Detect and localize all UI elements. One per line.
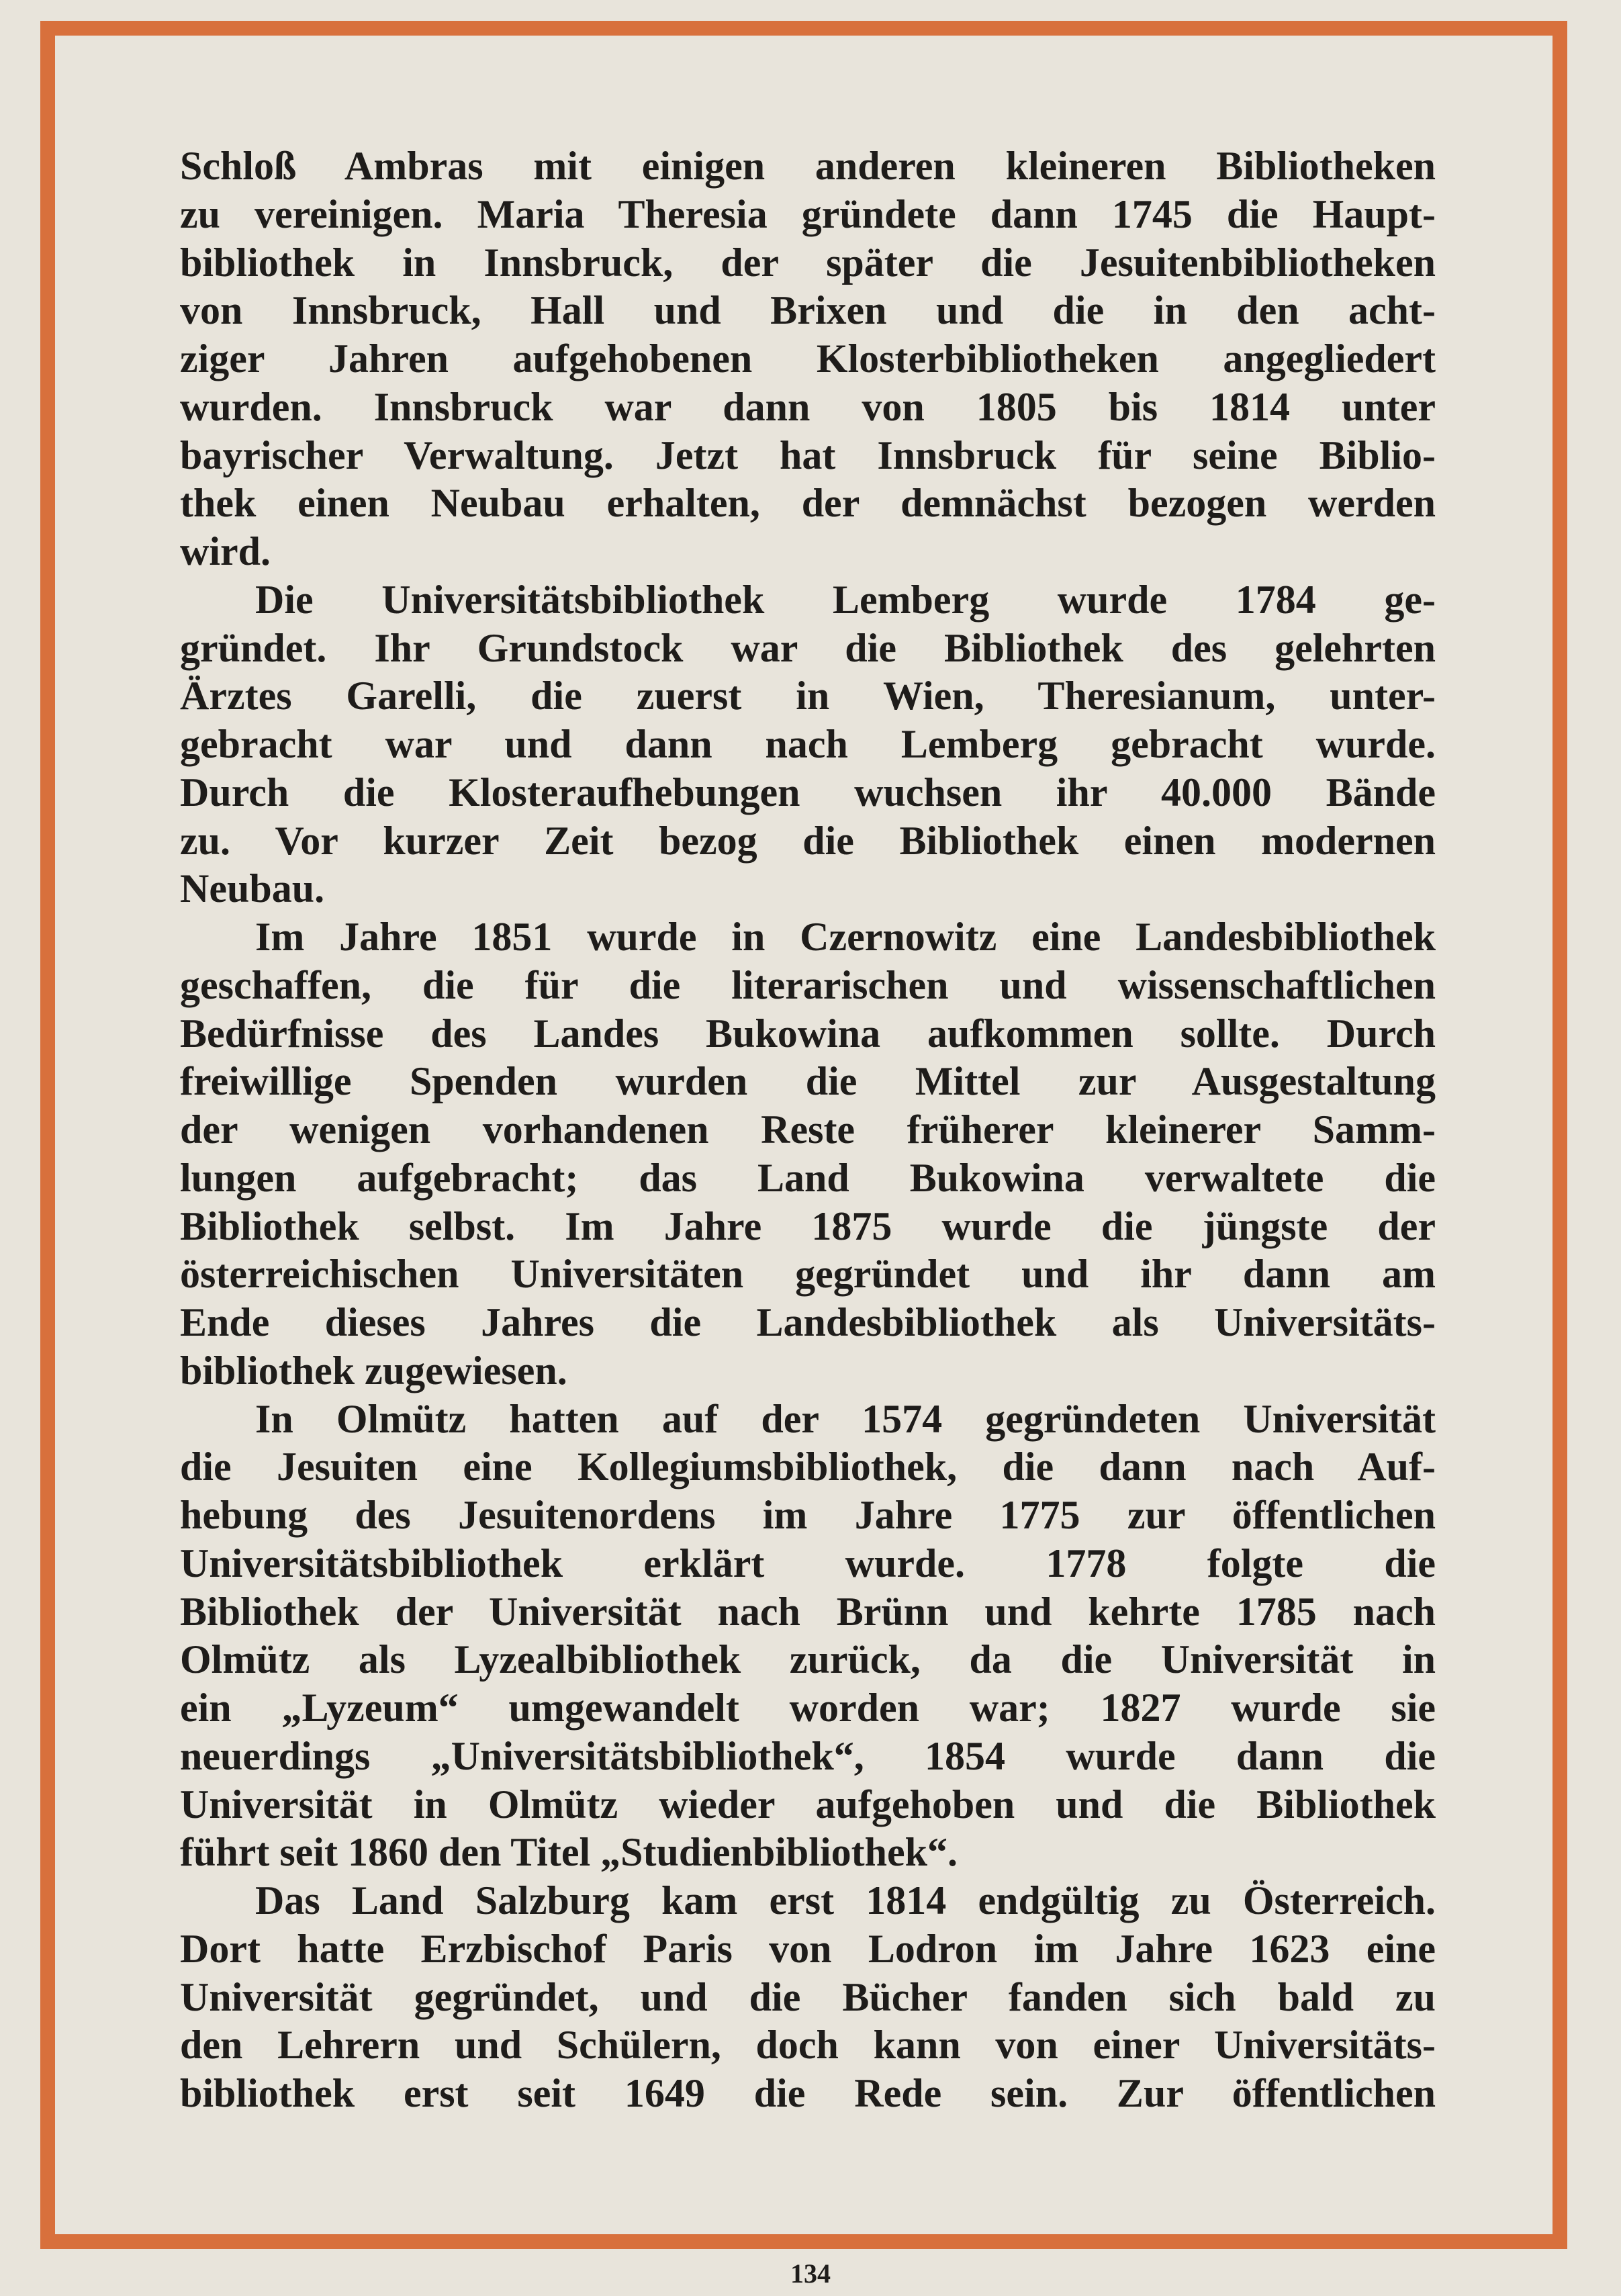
- text-line: hebung des Jesuitenordens im Jahre 1775 zur öffentlichen: [180, 1493, 1436, 1537]
- text-line: bayrischer Verwaltung. Jetzt hat Innsbruck für seine Biblio-: [180, 432, 1436, 477]
- text-line: ziger Jahren aufgehobenen Klosterbibliotheken angegliedert: [180, 336, 1436, 381]
- text-line: Schloß Ambras mit einigen anderen kleineren Bibliotheken: [180, 144, 1436, 188]
- text-line: wird.: [180, 529, 271, 573]
- body-text: [180, 142, 1436, 2118]
- text-line: lungen aufgebracht; das Land Bukowina verwaltete die: [180, 1155, 1436, 1200]
- text-line: neuerdings „Universitätsbibliothek“, 1854 wurde dann die: [180, 1733, 1436, 1778]
- text-line: von Innsbruck, Hall und Brixen und die in den acht-: [180, 288, 1436, 333]
- text-line: freiwillige Spenden wurden die Mittel zur Ausgestaltung: [180, 1059, 1436, 1104]
- text-line: führt seit 1860 den Titel „Studienbibliothek“.: [180, 1830, 958, 1875]
- text-line: Ende dieses Jahres die Landesbibliothek als Universitäts-: [180, 1300, 1436, 1344]
- text-line: Bedürfnisse des Landes Bukowina aufkommen sollte. Durch: [180, 1011, 1436, 1056]
- text-line: Im Jahre 1851 wurde in Czernowitz eine Landesbibliothek: [255, 915, 1436, 959]
- text-line: bibliothek in Innsbruck, der später die Jesuitenbibliotheken: [180, 240, 1436, 285]
- text-line: gebracht war und dann nach Lemberg gebracht wurde.: [180, 722, 1436, 766]
- text-line: Das Land Salzburg kam erst 1814 endgültig zu Österreich.: [255, 1878, 1436, 1923]
- text-line: In Olmütz hatten auf der 1574 gegründeten Universität: [255, 1396, 1436, 1441]
- text-line: Universitätsbibliothek erklärt wurde. 1778 folgte die: [180, 1541, 1436, 1586]
- text-line: Bibliothek selbst. Im Jahre 1875 wurde die jüngste der: [180, 1203, 1436, 1248]
- text-line: Ärztes Garelli, die zuerst in Wien, Theresianum, unter-: [180, 674, 1436, 719]
- text-line: wurden. Innsbruck war dann von 1805 bis 1814 unter: [180, 384, 1436, 429]
- text-line: bibliothek erst seit 1649 die Rede sein. Zur öffentlichen: [180, 2071, 1436, 2115]
- text-line: ein „Lyzeum“ umgewandelt worden war; 1827 wurde sie: [180, 1686, 1436, 1730]
- text-line: Olmütz als Lyzealbibliothek zurück, da die Universität in: [180, 1637, 1436, 1682]
- text-line: Die Universitätsbibliothek Lemberg wurde 1784 ge-: [255, 577, 1436, 622]
- text-line: den Lehrern und Schülern, doch kann von einer Universitäts-: [180, 2023, 1436, 2068]
- text-line: zu vereinigen. Maria Theresia gründete dann 1745 die Haupt-: [180, 191, 1436, 236]
- text-line: thek einen Neubau erhalten, der demnächst bezogen werden: [180, 481, 1436, 526]
- text-line: zu. Vor kurzer Zeit bezog die Bibliothek einen modernen: [180, 818, 1436, 863]
- text-line: österreichischen Universitäten gegründet und ihr dann am: [180, 1252, 1436, 1297]
- text-line: Dort hatte Erzbischof Paris von Lodron im Jahre 1623 eine: [180, 1926, 1436, 1971]
- text-line: Bibliothek der Universität nach Brünn und kehrte 1785 nach: [180, 1589, 1436, 1634]
- text-line: die Jesuiten eine Kollegiumsbibliothek, die dann nach Auf-: [180, 1444, 1436, 1489]
- page-number: 134: [790, 2258, 831, 2289]
- text-line: gründet. Ihr Grundstock war die Bibliothek des gelehrten: [180, 625, 1436, 670]
- text-line: der wenigen vorhandenen Reste früherer kleinerer Samm-: [180, 1107, 1436, 1152]
- text-line: geschaffen, die für die literarischen und wissenschaftlichen: [180, 962, 1436, 1007]
- text-line: Durch die Klosteraufhebungen wuchsen ihr 40.000 Bände: [180, 770, 1436, 815]
- text-line: Universität gegründet, und die Bücher fanden sich bald zu: [180, 1974, 1436, 2019]
- text-line: bibliothek zugewiesen.: [180, 1348, 567, 1393]
- text-line: Neubau.: [180, 866, 325, 911]
- text-line: Universität in Olmütz wieder aufgehoben und die Bibliothek: [180, 1782, 1436, 1827]
